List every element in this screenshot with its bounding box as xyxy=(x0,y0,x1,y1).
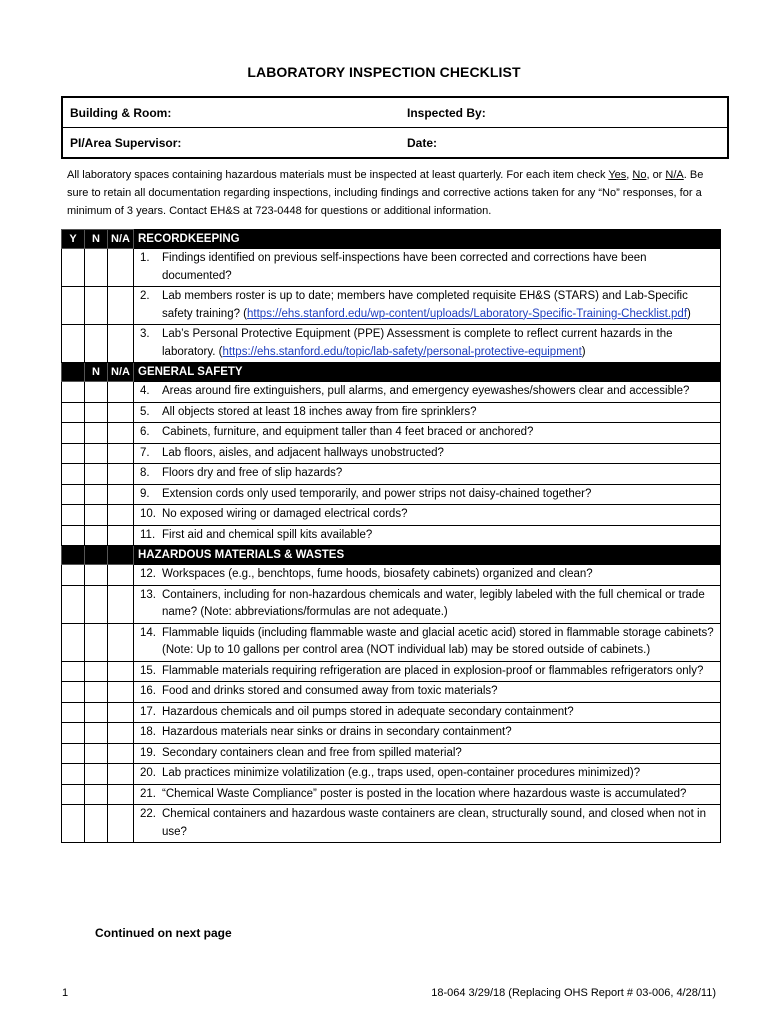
item-text: Containers, including for non-hazardous chemicals and water, legibly labeled with the full chemical or trade name? (Note: abbreviations/formulas are not adequate.) xyxy=(162,588,705,618)
item-text: Hazardous chemicals and oil pumps stored in adequate secondary containment? xyxy=(162,705,574,718)
no-checkbox-cell[interactable] xyxy=(85,565,108,586)
yes-checkbox-cell[interactable] xyxy=(62,525,85,546)
no-checkbox-cell[interactable] xyxy=(85,505,108,526)
column-n-header: N xyxy=(85,363,108,382)
checklist-row xyxy=(62,464,721,485)
na-checkbox-cell[interactable] xyxy=(108,325,134,363)
checklist-item xyxy=(134,423,721,444)
no-checkbox-cell[interactable] xyxy=(85,464,108,485)
checklist-row xyxy=(62,723,721,744)
checklist-item xyxy=(134,464,721,485)
yes-checkbox-cell[interactable] xyxy=(62,661,85,682)
no-checkbox-cell[interactable] xyxy=(85,661,108,682)
no-checkbox-cell[interactable] xyxy=(85,443,108,464)
item-number: 6. xyxy=(140,426,150,438)
item-link[interactable]: https://ehs.stanford.edu/topic/lab-safety/personal-protective-equipment xyxy=(222,345,582,358)
column-n-header xyxy=(85,546,108,565)
yes-checkbox-cell[interactable] xyxy=(62,585,85,623)
checklist-row xyxy=(62,423,721,444)
item-text: Secondary containers clean and free from spilled material? xyxy=(162,746,462,759)
checklist-row xyxy=(62,623,721,661)
na-checkbox-cell[interactable] xyxy=(108,702,134,723)
checklist-item xyxy=(134,525,721,546)
date-label: Date: xyxy=(405,128,728,159)
na-checkbox-cell[interactable] xyxy=(108,623,134,661)
na-checkbox-cell[interactable] xyxy=(108,743,134,764)
page-title: LABORATORY INSPECTION CHECKLIST xyxy=(247,64,521,80)
yes-checkbox-cell[interactable] xyxy=(62,565,85,586)
checklist-item xyxy=(134,443,721,464)
item-text: All objects stored at least 18 inches away from fire sprinklers? xyxy=(162,405,477,418)
checklist-item xyxy=(134,784,721,805)
checklist-row xyxy=(62,702,721,723)
column-y-header xyxy=(62,546,85,565)
item-number: 13. xyxy=(140,588,156,601)
item-number: 19. xyxy=(140,746,156,759)
page-number: 1 xyxy=(62,987,69,999)
item-text: Workspaces (e.g., benchtops, fume hoods, biosafety cabinets) organized and clean? xyxy=(162,568,593,580)
yes-checkbox-cell[interactable] xyxy=(62,805,85,843)
item-number: 7. xyxy=(140,446,150,459)
no-checkbox-cell[interactable] xyxy=(85,287,108,325)
item-text: Flammable materials requiring refrigeration are placed in explosion-proof or flammables refrigerators only? xyxy=(162,664,704,677)
na-checkbox-cell[interactable] xyxy=(108,287,134,325)
item-link[interactable]: https://ehs.stanford.edu/wp-content/uploads/Laboratory-Specific-Training-Checklist.pdf xyxy=(247,307,688,320)
column-y-header xyxy=(62,363,85,382)
checklist-item xyxy=(134,661,721,682)
na-checkbox-cell[interactable] xyxy=(108,505,134,526)
checklist-row xyxy=(62,743,721,764)
checklist-item xyxy=(134,623,721,661)
yes-checkbox-cell[interactable] xyxy=(62,287,85,325)
na-checkbox-cell[interactable] xyxy=(108,402,134,423)
no-checkbox-cell[interactable] xyxy=(85,484,108,505)
checklist-item xyxy=(134,382,721,403)
item-number: 2. xyxy=(140,290,150,302)
checklist-item xyxy=(134,723,721,744)
column-na-header: N/A xyxy=(108,363,134,382)
item-text: Hazardous materials near sinks or drains in secondary containment? xyxy=(162,726,512,738)
item-text: Floors dry and free of slip hazards? xyxy=(162,467,343,479)
item-number: 18. xyxy=(140,726,156,738)
section-title: HAZARDOUS MATERIALS & WASTES xyxy=(134,546,721,565)
checklist-item xyxy=(134,325,721,363)
checklist-row xyxy=(62,402,721,423)
na-checkbox-cell[interactable] xyxy=(108,484,134,505)
yes-checkbox-cell[interactable] xyxy=(62,702,85,723)
footer-reference: 18-064 3/29/18 (Replacing OHS Report # 03-006, 4/28/11) xyxy=(431,987,716,999)
no-checkbox-cell[interactable] xyxy=(85,402,108,423)
yes-checkbox-cell[interactable] xyxy=(62,784,85,805)
no-checkbox-cell[interactable] xyxy=(85,423,108,444)
pi-supervisor-label: PI/Area Supervisor: xyxy=(62,128,405,159)
column-n-header: N xyxy=(85,230,108,249)
no-checkbox-cell[interactable] xyxy=(85,585,108,623)
checklist-item xyxy=(134,402,721,423)
na-checkbox-cell[interactable] xyxy=(108,585,134,623)
item-text: Lab practices minimize volatilization (e.g., traps used, open-container procedures minimized)? xyxy=(162,767,641,779)
item-number: 9. xyxy=(140,487,150,500)
na-checkbox-cell[interactable] xyxy=(108,565,134,586)
yes-checkbox-cell[interactable] xyxy=(62,764,85,785)
column-na-header: N/A xyxy=(108,230,134,249)
item-number: 3. xyxy=(140,328,150,340)
yes-checkbox-cell[interactable] xyxy=(62,723,85,744)
no-checkbox-cell[interactable] xyxy=(85,249,108,287)
yes-checkbox-cell[interactable] xyxy=(62,505,85,526)
na-checkbox-cell[interactable] xyxy=(108,249,134,287)
no-checkbox-cell[interactable] xyxy=(85,784,108,805)
info-table xyxy=(61,96,729,159)
checklist-row xyxy=(62,382,721,403)
no-checkbox-cell[interactable] xyxy=(85,682,108,703)
checklist-item xyxy=(134,702,721,723)
yes-checkbox-cell[interactable] xyxy=(62,623,85,661)
yes-checkbox-cell[interactable] xyxy=(62,402,85,423)
checklist-row xyxy=(62,585,721,623)
checklist-item xyxy=(134,764,721,785)
yes-checkbox-cell[interactable] xyxy=(62,249,85,287)
item-text: Food and drinks stored and consumed away from toxic materials? xyxy=(162,685,498,697)
item-number: 5. xyxy=(140,405,150,418)
checklist-item xyxy=(134,585,721,623)
checklist-item xyxy=(134,249,721,287)
checklist-row xyxy=(62,764,721,785)
yes-checkbox-cell[interactable] xyxy=(62,682,85,703)
checklist-row xyxy=(62,805,721,843)
no-checkbox-cell[interactable] xyxy=(85,702,108,723)
item-number: 14. xyxy=(140,626,156,639)
building-room-label: Building & Room: xyxy=(70,105,172,120)
yes-checkbox-cell[interactable] xyxy=(62,423,85,444)
checklist-table xyxy=(61,229,721,843)
item-number: 12. xyxy=(140,568,156,580)
checklist-row xyxy=(62,682,721,703)
checklist-row xyxy=(62,325,721,363)
yes-checkbox-cell[interactable] xyxy=(62,443,85,464)
checklist-row xyxy=(62,525,721,546)
na-checkbox-cell[interactable] xyxy=(108,764,134,785)
na-checkbox-cell[interactable] xyxy=(108,661,134,682)
item-text: Lab’s Personal Protective Equipment (PPE) Assessment is complete to reflect current hazards in the laboratory. (https://ehs.stanford.edu/topic/lab-safety/personal-protective-equipment) xyxy=(162,328,673,358)
yes-checkbox-cell[interactable] xyxy=(62,382,85,403)
yes-checkbox-cell[interactable] xyxy=(62,743,85,764)
item-text: “Chemical Waste Compliance” poster is posted in the location where hazardous waste is accumulated? xyxy=(162,787,687,800)
item-text: Findings identified on previous self-inspections have been corrected and corrections have been documented? xyxy=(162,252,647,282)
item-number: 4. xyxy=(140,385,150,397)
no-checkbox-cell[interactable] xyxy=(85,525,108,546)
section-title: GENERAL SAFETY xyxy=(134,363,721,382)
item-text: Lab members roster is up to date; members have completed requisite EH&S (STARS) and Lab-Specific safety training? (https://ehs.stanford.edu/wp-content/uploads/Laboratory-Specific-Training-Checklist.pdf) xyxy=(162,290,691,320)
na-checkbox-cell[interactable] xyxy=(108,525,134,546)
no-checkbox-cell[interactable] xyxy=(85,805,108,843)
yes-checkbox-cell[interactable] xyxy=(62,484,85,505)
yes-checkbox-cell[interactable] xyxy=(62,325,85,363)
item-number: 22. xyxy=(140,808,156,820)
no-checkbox-cell[interactable] xyxy=(85,325,108,363)
no-checkbox-cell[interactable] xyxy=(85,743,108,764)
item-text: Lab floors, aisles, and adjacent hallways unobstructed? xyxy=(162,446,444,459)
item-text: Extension cords only used temporarily, and power strips not daisy-chained together? xyxy=(162,487,592,500)
checklist-item xyxy=(134,743,721,764)
item-number: 8. xyxy=(140,467,150,479)
column-y-header: Y xyxy=(62,230,85,249)
yes-checkbox-cell[interactable] xyxy=(62,464,85,485)
checklist-row xyxy=(62,661,721,682)
item-text: Areas around fire extinguishers, pull alarms, and emergency eyewashes/showers clear and accessible? xyxy=(162,385,690,397)
inspected-by-label: Inspected By: xyxy=(407,105,486,120)
na-checkbox-cell[interactable] xyxy=(108,805,134,843)
na-checkbox-cell[interactable] xyxy=(108,382,134,403)
section-header-hazardous xyxy=(62,546,721,565)
item-number: 1. xyxy=(140,252,150,264)
section-title: RECORDKEEPING xyxy=(134,230,721,249)
item-text: First aid and chemical spill kits available? xyxy=(162,528,373,541)
item-number: 15. xyxy=(140,664,156,677)
item-text: No exposed wiring or damaged electrical cords? xyxy=(162,508,408,520)
item-text: Cabinets, furniture, and equipment taller than 4 feet braced or anchored? xyxy=(162,426,534,438)
checklist-item xyxy=(134,682,721,703)
checklist-row xyxy=(62,505,721,526)
checklist-row xyxy=(62,784,721,805)
na-checkbox-cell[interactable] xyxy=(108,443,134,464)
item-number: 10. xyxy=(140,508,156,520)
section-header-general-safety xyxy=(62,363,721,382)
item-number: 16. xyxy=(140,685,156,697)
na-checkbox-cell[interactable] xyxy=(108,423,134,444)
no-checkbox-cell[interactable] xyxy=(85,764,108,785)
checklist-item xyxy=(134,505,721,526)
item-text: Chemical containers and hazardous waste containers are clean, structurally sound, and closed when not in use? xyxy=(162,808,707,838)
checklist-row xyxy=(62,565,721,586)
checklist-row xyxy=(62,249,721,287)
na-checkbox-cell[interactable] xyxy=(108,723,134,744)
checklist-item xyxy=(134,805,721,843)
no-checkbox-cell[interactable] xyxy=(85,382,108,403)
checklist-row xyxy=(62,484,721,505)
column-na-header xyxy=(108,546,134,565)
no-checkbox-cell[interactable] xyxy=(85,723,108,744)
checklist-item xyxy=(134,565,721,586)
na-checkbox-cell[interactable] xyxy=(108,464,134,485)
continued-note: Continued on next page xyxy=(95,926,232,940)
item-number: 21. xyxy=(140,787,156,800)
no-checkbox-cell[interactable] xyxy=(85,623,108,661)
item-number: 20. xyxy=(140,767,156,779)
item-text: Flammable liquids (including flammable waste and glacial acetic acid) stored in flammable storage cabinets? (Note: Up to 10 gallons per control area (NOT individual lab) may be stored outside of cabinets.) xyxy=(162,626,714,656)
item-number: 17. xyxy=(140,705,156,718)
checklist-item xyxy=(134,287,721,325)
na-checkbox-cell[interactable] xyxy=(108,784,134,805)
checklist-item xyxy=(134,484,721,505)
checklist-row xyxy=(62,287,721,325)
intro-paragraph: All laboratory spaces containing hazardous materials must be inspected at least quarterly. For each item check Yes, No, or N/A. Be sure to retain all documentation regarding inspections, including findings and corrective actions taken for any “No” responses, for a minimum of 3 years. Contact EH&S at 723-0448 for questions or additional information. xyxy=(67,169,704,217)
item-number: 11. xyxy=(140,528,156,541)
checklist-row xyxy=(62,443,721,464)
section-header-recordkeeping xyxy=(62,230,721,249)
na-checkbox-cell[interactable] xyxy=(108,682,134,703)
